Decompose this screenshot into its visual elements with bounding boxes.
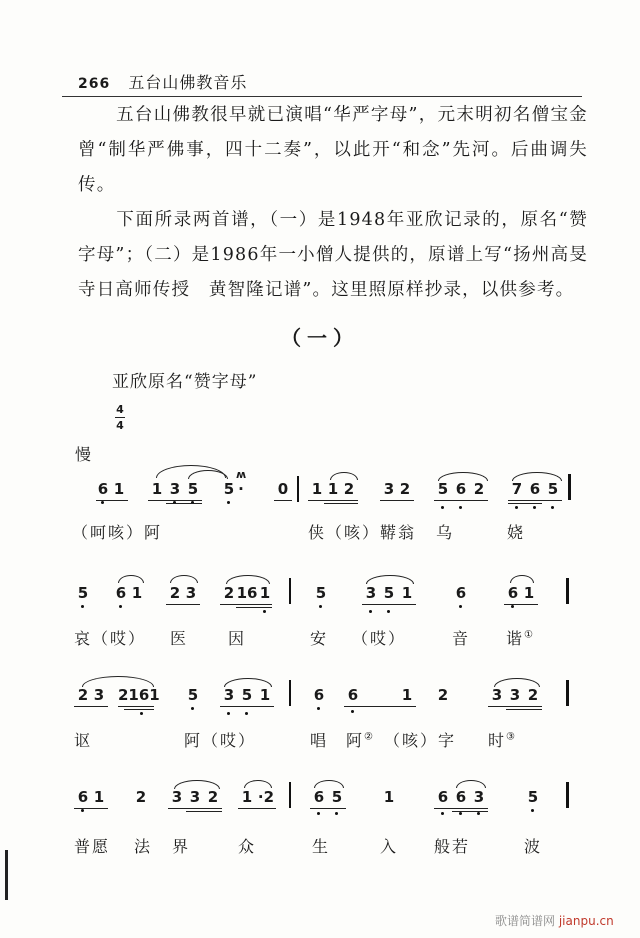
lyric: 谐①	[506, 629, 535, 648]
lyric: 医	[170, 629, 189, 648]
note: 1	[259, 584, 271, 602]
note: 3	[491, 686, 503, 704]
note: 2	[169, 584, 181, 602]
note: 3	[223, 686, 235, 704]
note-dot: ·	[238, 480, 244, 498]
note: 5	[187, 480, 199, 498]
lyric: 入	[380, 837, 399, 856]
note: 6	[455, 584, 467, 602]
paragraph-1-text: 五台山佛教很早就已演唱“华严字母”，元末明初名僧宝金曾“制华严佛事，四十二奏”，以此开“和念”先河。后曲调失传。	[78, 105, 588, 195]
note: 2	[77, 686, 89, 704]
note: 5	[437, 480, 449, 498]
tempo-marking: 慢	[75, 445, 92, 464]
paragraph-1	[78, 98, 588, 203]
note: 5	[383, 584, 395, 602]
note: 5	[331, 788, 343, 806]
lyric: （哎）	[352, 629, 407, 648]
note: 6	[507, 584, 519, 602]
time-signature	[115, 403, 125, 432]
note: ·2	[257, 788, 275, 806]
note: 1	[401, 584, 413, 602]
note: 1	[131, 584, 143, 602]
note: 3	[365, 584, 377, 602]
note: 3	[473, 788, 485, 806]
barline	[566, 578, 569, 604]
lyric: 波	[524, 837, 543, 856]
barline	[566, 782, 569, 808]
lyric: 阿（哎）	[184, 731, 257, 750]
barline	[289, 680, 291, 706]
note: 2	[223, 584, 235, 602]
note: 5	[547, 480, 559, 498]
barline	[289, 578, 291, 604]
note: 5	[77, 584, 89, 602]
lyric: 讴	[74, 731, 93, 750]
note: 5	[527, 788, 539, 806]
page-number: 266	[78, 76, 111, 92]
lyric: 侠（咳）鞯翁	[308, 523, 417, 542]
time-sig-top: 4	[116, 403, 124, 416]
lyric: 时③	[488, 731, 517, 750]
note: 6	[313, 788, 325, 806]
note: 6	[115, 584, 127, 602]
lyric: 安	[310, 629, 329, 648]
lyric: 娆	[507, 523, 526, 542]
note: 1	[383, 788, 395, 806]
note: 6	[313, 686, 325, 704]
lyric: 法	[134, 837, 153, 856]
note: 2	[473, 480, 485, 498]
watermark-cn: 歌谱简谱网	[495, 914, 556, 928]
footnote-marker: ①	[524, 629, 535, 641]
note: 1	[523, 584, 535, 602]
lyric: 唱	[310, 731, 329, 750]
watermark	[495, 912, 614, 929]
note: 1	[401, 686, 413, 704]
section-title: （一）	[281, 326, 359, 350]
note: 5	[241, 686, 253, 704]
mordent-icon: ʍ	[236, 468, 247, 481]
note: 6	[529, 480, 541, 498]
note: 5	[187, 686, 199, 704]
note: 3	[169, 480, 181, 498]
note: 1	[241, 788, 253, 806]
score-subtitle: 亚欣原名“赞字母”	[112, 372, 258, 392]
note: 5	[315, 584, 327, 602]
note: 7	[511, 480, 523, 498]
scan-edge-line	[5, 850, 8, 900]
note: 1	[259, 686, 271, 704]
note: 2	[399, 480, 411, 498]
barline	[297, 476, 299, 502]
note: 1	[113, 480, 125, 498]
paragraph-2	[78, 203, 588, 308]
footnote-marker: ③	[506, 731, 517, 743]
note: 6	[455, 480, 467, 498]
note: 3	[383, 480, 395, 498]
note: 2161	[118, 686, 160, 704]
score-row-1	[0, 470, 640, 560]
lyric: 乌	[436, 523, 455, 542]
note: 1	[93, 788, 105, 806]
note: 2	[527, 686, 539, 704]
score-row-3	[0, 676, 640, 766]
lyric: 音	[452, 629, 471, 648]
lyric: 界	[172, 837, 191, 856]
note: 5	[223, 480, 235, 498]
watermark-en: jianpu.cn	[558, 914, 614, 928]
note: 3	[189, 788, 201, 806]
note: 0	[277, 480, 289, 498]
paragraph-2-text: 下面所录两首谱，（一）是1948年亚欣记录的，原名“赞字母”；（二）是1986年一小僧人提供的，原谱上写“扬州高旻寺日高师传授 黄智隆记谱”。这里照原样抄录，以供参考。	[78, 210, 588, 300]
note: 6	[97, 480, 109, 498]
note: 2	[135, 788, 147, 806]
lyric: （呵咳）阿	[72, 523, 163, 542]
note: 1	[327, 480, 339, 498]
time-sig-bottom: 4	[116, 419, 124, 432]
note: 6	[455, 788, 467, 806]
lyric: 普愿	[74, 837, 111, 856]
note: 3	[185, 584, 197, 602]
lyric: 般若	[434, 837, 471, 856]
score-row-2	[0, 574, 640, 664]
note: 1	[311, 480, 323, 498]
barline	[566, 680, 569, 706]
lyric: 因	[228, 629, 247, 648]
note: 16	[236, 584, 258, 602]
lyric: 众	[238, 837, 257, 856]
footnote-marker: ②	[364, 731, 375, 743]
note: 6	[437, 788, 449, 806]
barline	[289, 782, 291, 808]
lyric: 生	[312, 837, 331, 856]
note: 3	[509, 686, 521, 704]
note: 2	[207, 788, 219, 806]
note: 3	[93, 686, 105, 704]
book-title: 五台山佛教音乐	[128, 73, 248, 92]
note: 3	[171, 788, 183, 806]
score-row-4	[0, 778, 640, 868]
note: 2	[343, 480, 355, 498]
page-header	[78, 70, 247, 93]
note: 1	[151, 480, 163, 498]
lyric: 阿②	[346, 731, 375, 750]
barline	[568, 474, 571, 500]
note: 6	[347, 686, 359, 704]
lyric: 哀（哎）	[74, 629, 147, 648]
lyric: （咳）字	[384, 731, 457, 750]
header-rule	[62, 96, 582, 97]
note: 6	[77, 788, 89, 806]
note: 2	[437, 686, 449, 704]
